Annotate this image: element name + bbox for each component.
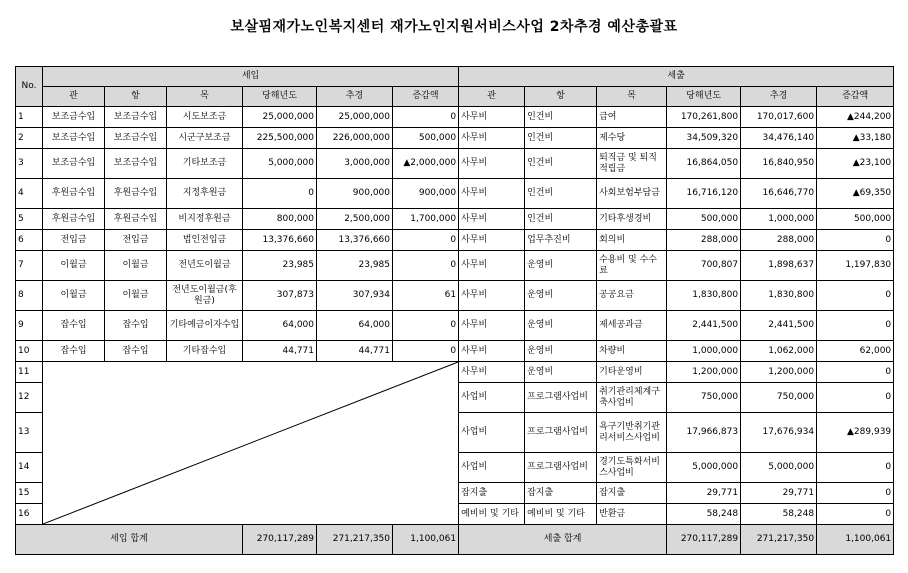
income-cell: 전입금 xyxy=(43,230,105,251)
income-cell: 307,873 xyxy=(243,281,317,311)
expense-cell: 잡지출 xyxy=(459,483,525,504)
expense-cell: 1,000,000 xyxy=(667,341,741,362)
expense-col-change: 증감액 xyxy=(817,87,894,107)
expense-cell: 170,017,600 xyxy=(741,107,817,128)
income-cell: 지정후원금 xyxy=(167,179,243,209)
expense-cell: 17,966,873 xyxy=(667,413,741,453)
income-col-gwan: 관 xyxy=(43,87,105,107)
income-cell: 0 xyxy=(393,230,459,251)
expense-total-label: 세출 합계 xyxy=(459,525,667,555)
income-cell: 64,000 xyxy=(317,311,393,341)
table-row xyxy=(16,311,894,341)
expense-cell: 사무비 xyxy=(459,251,525,281)
expense-cell: 퇴직금 및 퇴직적립금 xyxy=(597,149,667,179)
expense-cell: 16,716,120 xyxy=(667,179,741,209)
income-cell: 13,376,660 xyxy=(243,230,317,251)
expense-cell: 58,248 xyxy=(667,504,741,525)
income-cell: 보조금수입 xyxy=(43,128,105,149)
income-total-change: 1,100,061 xyxy=(393,525,459,555)
expense-cell: 29,771 xyxy=(741,483,817,504)
expense-cell: 1,200,000 xyxy=(667,362,741,383)
expense-cell: 사무비 xyxy=(459,311,525,341)
expense-cell: 차량비 xyxy=(597,341,667,362)
income-cell: 5,000,000 xyxy=(243,149,317,179)
row-number: 14 xyxy=(16,453,43,483)
income-cell: 후원금수입 xyxy=(43,209,105,230)
expense-cell: 1,830,800 xyxy=(667,281,741,311)
expense-cell: 운영비 xyxy=(525,362,597,383)
income-col-mok: 목 xyxy=(167,87,243,107)
expense-cell: 기타후생경비 xyxy=(597,209,667,230)
empty-income-area xyxy=(43,362,459,525)
income-cell: 시군구보조금 xyxy=(167,128,243,149)
table-row xyxy=(16,341,894,362)
expense-cell: 공공요금 xyxy=(597,281,667,311)
row-number: 9 xyxy=(16,311,43,341)
expense-cell: 2,441,500 xyxy=(667,311,741,341)
expense-cell: 16,646,770 xyxy=(741,179,817,209)
expense-cell: 사업비 xyxy=(459,383,525,413)
expense-cell: 수용비 및 수수료 xyxy=(597,251,667,281)
income-col-current: 당해년도 xyxy=(243,87,317,107)
income-total-revised: 271,217,350 xyxy=(317,525,393,555)
expense-cell: 5,000,000 xyxy=(741,453,817,483)
expense-cell: 1,062,000 xyxy=(741,341,817,362)
expense-cell: 0 xyxy=(817,383,894,413)
expense-cell: 프로그램사업비 xyxy=(525,413,597,453)
expense-col-gwan: 관 xyxy=(459,87,525,107)
expense-total-revised: 271,217,350 xyxy=(741,525,817,555)
income-cell: 잡수입 xyxy=(105,341,167,362)
expense-cell: ▲33,180 xyxy=(817,128,894,149)
expense-cell: 기타운영비 xyxy=(597,362,667,383)
expense-cell: 경기도특화서비스사업비 xyxy=(597,453,667,483)
income-cell: 보조금수입 xyxy=(105,149,167,179)
income-cell: 61 xyxy=(393,281,459,311)
expense-total-change: 1,100,061 xyxy=(817,525,894,555)
income-total-current: 270,117,289 xyxy=(243,525,317,555)
row-number: 13 xyxy=(16,413,43,453)
expense-cell: 사무비 xyxy=(459,281,525,311)
expense-cell: 사무비 xyxy=(459,128,525,149)
expense-cell: 1,200,000 xyxy=(741,362,817,383)
expense-cell: 욕구기반취기관리서비스사업비 xyxy=(597,413,667,453)
expense-cell: ▲244,200 xyxy=(817,107,894,128)
expense-cell: 사무비 xyxy=(459,209,525,230)
income-cell: 보조금수입 xyxy=(105,107,167,128)
row-number: 7 xyxy=(16,251,43,281)
expense-cell: 잡지출 xyxy=(597,483,667,504)
expense-cell: 2,441,500 xyxy=(741,311,817,341)
income-cell: 900,000 xyxy=(393,179,459,209)
income-cell: 법인전입금 xyxy=(167,230,243,251)
income-cell: 전년도이월금 xyxy=(167,251,243,281)
income-cell: 13,376,660 xyxy=(317,230,393,251)
expense-cell: 운영비 xyxy=(525,311,597,341)
income-cell: 25,000,000 xyxy=(243,107,317,128)
expense-cell: 사업비 xyxy=(459,413,525,453)
expense-cell: 34,509,320 xyxy=(667,128,741,149)
table-row xyxy=(16,149,894,179)
income-cell: 잡수입 xyxy=(105,311,167,341)
expense-cell: 취기관리체계구축사업비 xyxy=(597,383,667,413)
expense-cell: 반환금 xyxy=(597,504,667,525)
expense-cell: 1,000,000 xyxy=(741,209,817,230)
table-row xyxy=(16,281,894,311)
expense-cell: 750,000 xyxy=(667,383,741,413)
income-cell: 비지정후원금 xyxy=(167,209,243,230)
row-number: 2 xyxy=(16,128,43,149)
income-cell: 시도보조금 xyxy=(167,107,243,128)
income-cell: 후원금수입 xyxy=(105,179,167,209)
table-row xyxy=(16,179,894,209)
expense-cell: 인건비 xyxy=(525,209,597,230)
income-cell: 307,934 xyxy=(317,281,393,311)
expense-cell: 16,840,950 xyxy=(741,149,817,179)
income-cell: 후원금수입 xyxy=(105,209,167,230)
income-cell: 23,985 xyxy=(317,251,393,281)
expense-cell: 34,476,140 xyxy=(741,128,817,149)
expense-cell: 0 xyxy=(817,453,894,483)
expense-cell: 인건비 xyxy=(525,179,597,209)
row-number: 10 xyxy=(16,341,43,362)
income-cell: 이월금 xyxy=(43,281,105,311)
expense-cell: ▲289,939 xyxy=(817,413,894,453)
expense-cell: 1,898,637 xyxy=(741,251,817,281)
table-row xyxy=(16,128,894,149)
income-cell: 잡수입 xyxy=(43,341,105,362)
row-number: 1 xyxy=(16,107,43,128)
expense-cell: 제수당 xyxy=(597,128,667,149)
expense-cell: 0 xyxy=(817,504,894,525)
expense-total-current: 270,117,289 xyxy=(667,525,741,555)
table-row xyxy=(16,209,894,230)
expense-cell: 1,830,800 xyxy=(741,281,817,311)
income-col-hang: 항 xyxy=(105,87,167,107)
row-number: 11 xyxy=(16,362,43,383)
expense-cell: 잡지출 xyxy=(525,483,597,504)
expense-cell: 5,000,000 xyxy=(667,453,741,483)
expense-cell: 사업비 xyxy=(459,453,525,483)
expense-cell: 급여 xyxy=(597,107,667,128)
income-cell: 후원금수입 xyxy=(43,179,105,209)
income-group-header: 세입 xyxy=(43,67,459,87)
expense-cell: 500,000 xyxy=(817,209,894,230)
expense-cell: 58,248 xyxy=(741,504,817,525)
expense-cell: 0 xyxy=(817,281,894,311)
expense-cell: ▲23,100 xyxy=(817,149,894,179)
expense-cell: 사무비 xyxy=(459,230,525,251)
income-cell: 보조금수입 xyxy=(43,149,105,179)
income-cell: 44,771 xyxy=(243,341,317,362)
expense-col-revised: 추경 xyxy=(741,87,817,107)
expense-cell: 500,000 xyxy=(667,209,741,230)
income-cell: 800,000 xyxy=(243,209,317,230)
expense-cell: 예비비 및 기타 xyxy=(459,504,525,525)
expense-cell: 288,000 xyxy=(741,230,817,251)
diagonal-strike-line xyxy=(43,362,458,524)
income-cell: ▲2,000,000 xyxy=(393,149,459,179)
expense-col-mok: 목 xyxy=(597,87,667,107)
row-number: 3 xyxy=(16,149,43,179)
expense-col-hang: 항 xyxy=(525,87,597,107)
expense-cell: 0 xyxy=(817,230,894,251)
expense-cell: 16,864,050 xyxy=(667,149,741,179)
table-row xyxy=(16,362,894,383)
row-number: 6 xyxy=(16,230,43,251)
row-number: 12 xyxy=(16,383,43,413)
expense-cell: ▲69,350 xyxy=(817,179,894,209)
expense-cell: 회의비 xyxy=(597,230,667,251)
income-cell: 3,000,000 xyxy=(317,149,393,179)
income-cell: 44,771 xyxy=(317,341,393,362)
table-row xyxy=(16,107,894,128)
expense-cell: 제세공과금 xyxy=(597,311,667,341)
income-cell: 25,000,000 xyxy=(317,107,393,128)
income-cell: 500,000 xyxy=(393,128,459,149)
expense-cell: 사무비 xyxy=(459,107,525,128)
expense-cell: 62,000 xyxy=(817,341,894,362)
budget-summary-table xyxy=(15,66,894,555)
row-number: 8 xyxy=(16,281,43,311)
expense-cell: 750,000 xyxy=(741,383,817,413)
income-col-change: 증감액 xyxy=(393,87,459,107)
income-cell: 잡수입 xyxy=(43,311,105,341)
expense-cell: 업무추진비 xyxy=(525,230,597,251)
income-cell: 전입금 xyxy=(105,230,167,251)
expense-cell: 288,000 xyxy=(667,230,741,251)
income-cell: 900,000 xyxy=(317,179,393,209)
income-cell: 1,700,000 xyxy=(393,209,459,230)
expense-cell: 17,676,934 xyxy=(741,413,817,453)
income-cell: 0 xyxy=(243,179,317,209)
income-col-revised: 추경 xyxy=(317,87,393,107)
expense-cell: 1,197,830 xyxy=(817,251,894,281)
income-cell: 0 xyxy=(393,107,459,128)
income-cell: 225,500,000 xyxy=(243,128,317,149)
income-cell: 기타보조금 xyxy=(167,149,243,179)
expense-cell: 운영비 xyxy=(525,341,597,362)
income-cell: 이월금 xyxy=(105,251,167,281)
expense-cell: 운영비 xyxy=(525,281,597,311)
income-cell: 전년도이월금(후원금) xyxy=(167,281,243,311)
expense-cell: 사무비 xyxy=(459,179,525,209)
income-cell: 23,985 xyxy=(243,251,317,281)
income-cell: 기타예금이자수입 xyxy=(167,311,243,341)
income-cell: 0 xyxy=(393,311,459,341)
expense-cell: 170,261,800 xyxy=(667,107,741,128)
expense-cell: 프로그램사업비 xyxy=(525,453,597,483)
expense-group-header: 세출 xyxy=(459,67,894,87)
expense-cell: 700,807 xyxy=(667,251,741,281)
expense-cell: 0 xyxy=(817,362,894,383)
income-cell: 이월금 xyxy=(105,281,167,311)
expense-cell: 사무비 xyxy=(459,149,525,179)
row-number: 15 xyxy=(16,483,43,504)
page-title: 보살핌재가노인복지센터 재가노인지원서비스사업 2차추경 예산총괄표 xyxy=(230,19,678,35)
expense-cell: 사무비 xyxy=(459,362,525,383)
expense-cell: 29,771 xyxy=(667,483,741,504)
expense-cell: 사무비 xyxy=(459,341,525,362)
income-total-label: 세입 합계 xyxy=(16,525,243,555)
income-cell: 보조금수입 xyxy=(105,128,167,149)
table-row xyxy=(16,251,894,281)
income-cell: 이월금 xyxy=(43,251,105,281)
income-cell: 기타잡수입 xyxy=(167,341,243,362)
row-number: 16 xyxy=(16,504,43,525)
income-cell: 0 xyxy=(393,251,459,281)
expense-cell: 0 xyxy=(817,483,894,504)
income-cell: 보조금수입 xyxy=(43,107,105,128)
expense-cell: 사회보험부담금 xyxy=(597,179,667,209)
row-number: 5 xyxy=(16,209,43,230)
expense-cell: 운영비 xyxy=(525,251,597,281)
income-cell: 64,000 xyxy=(243,311,317,341)
row-number: 4 xyxy=(16,179,43,209)
expense-cell: 인건비 xyxy=(525,149,597,179)
expense-cell: 인건비 xyxy=(525,107,597,128)
expense-cell: 인건비 xyxy=(525,128,597,149)
income-cell: 226,000,000 xyxy=(317,128,393,149)
expense-cell: 0 xyxy=(817,311,894,341)
no-header: No. xyxy=(16,67,43,107)
expense-cell: 예비비 및 기타 xyxy=(525,504,597,525)
expense-col-current: 당해년도 xyxy=(667,87,741,107)
income-cell: 2,500,000 xyxy=(317,209,393,230)
table-row xyxy=(16,230,894,251)
income-cell: 0 xyxy=(393,341,459,362)
expense-cell: 프로그램사업비 xyxy=(525,383,597,413)
